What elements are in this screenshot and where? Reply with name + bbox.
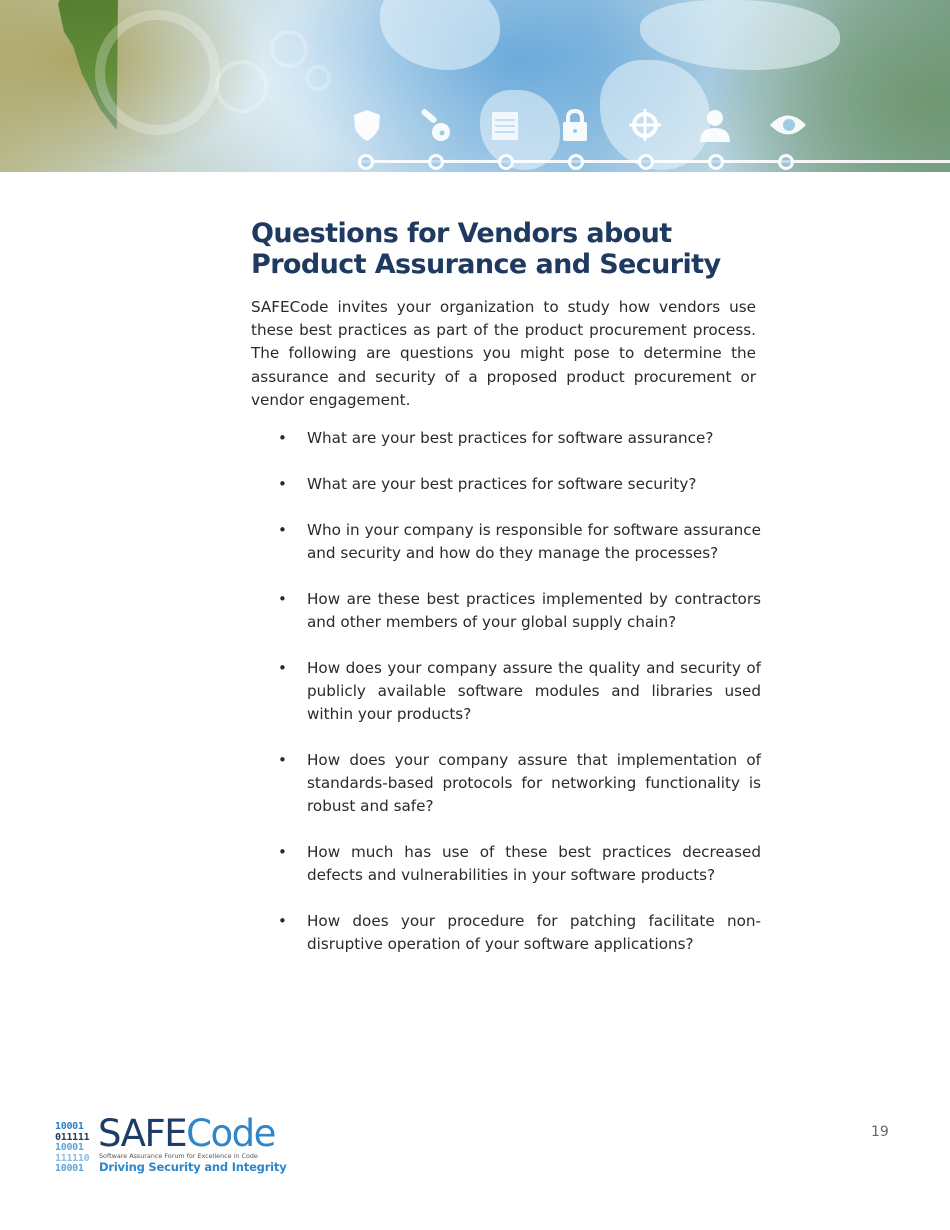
binary-row: 111110 <box>55 1152 90 1164</box>
arrow-circle-graphic <box>95 10 220 135</box>
bullet-icon: • <box>278 659 287 677</box>
world-map-graphic <box>640 0 840 70</box>
bullet-icon: • <box>278 429 287 447</box>
connector-node <box>778 154 794 170</box>
arrow-circle-graphic <box>270 30 308 68</box>
logo-safe: SAFE <box>98 1112 187 1155</box>
world-map-graphic <box>380 0 500 70</box>
connector-node <box>428 154 444 170</box>
list-item <box>276 519 761 565</box>
binary-row: 011111 <box>55 1131 90 1143</box>
list-item <box>276 749 761 818</box>
question-text: How does your company assure that implementation of standards-based protocols for networking functionality is robust and safe? <box>307 751 761 815</box>
bullet-icon: • <box>278 521 287 539</box>
binary-row: 10001 <box>55 1142 84 1153</box>
logo-wordmark <box>98 1114 275 1154</box>
question-text: What are your best practices for software security? <box>307 475 697 493</box>
logo-subtitle: Software Assurance Forum for Excellence in Code <box>99 1152 258 1160</box>
bullet-icon: • <box>278 590 287 608</box>
connector-node <box>358 154 374 170</box>
logo-tagline: Driving Security and Integrity <box>99 1160 287 1174</box>
target-icon <box>628 108 662 142</box>
eye-icon <box>768 108 808 142</box>
bullet-icon: • <box>278 475 287 493</box>
connector-node <box>638 154 654 170</box>
connector-node <box>568 154 584 170</box>
question-text: What are your best practices for software assurance? <box>307 429 714 447</box>
binary-row: 10001 <box>55 1163 84 1174</box>
header-banner-image <box>0 0 950 172</box>
question-list <box>276 427 761 979</box>
question-text: How does your procedure for patching facilitate non-disruptive operation of your software applications? <box>307 912 761 953</box>
document-icon <box>488 108 522 142</box>
list-item <box>276 910 761 956</box>
safecode-logo <box>55 1112 295 1178</box>
arrow-circle-graphic <box>305 65 331 91</box>
page-title: Questions for Vendors about Product Assurance and Security <box>251 218 721 280</box>
arrow-circle-graphic <box>215 60 268 113</box>
shield-icon <box>350 108 384 142</box>
user-icon <box>698 108 732 142</box>
list-item <box>276 427 761 450</box>
binary-logo-mark <box>55 1122 89 1175</box>
connector-line <box>358 160 950 163</box>
list-item <box>276 473 761 496</box>
list-item <box>276 588 761 634</box>
logo-code: Code <box>186 1112 275 1155</box>
question-text: Who in your company is responsible for software assurance and security and how do they manage the processes? <box>307 521 761 562</box>
question-text: How much has use of these best practices decreased defects and vulnerabilities in your software products? <box>307 843 761 884</box>
list-item <box>276 841 761 887</box>
lock-icon <box>558 108 592 142</box>
connector-node <box>708 154 724 170</box>
binary-row: 10001 <box>55 1121 84 1132</box>
security-icon-row <box>350 108 950 148</box>
bullet-icon: • <box>278 912 287 930</box>
connector-node <box>498 154 514 170</box>
bullet-icon: • <box>278 843 287 861</box>
list-item <box>276 657 761 726</box>
bullet-icon: • <box>278 751 287 769</box>
question-text: How does your company assure the quality and security of publicly available software modules and libraries used within your products? <box>307 659 761 723</box>
intro-paragraph: SAFECode invites your organization to study how vendors use these best practices as part of the product procurement process. The following are questions you might pose to determine the assurance and security of a proposed product procurement or vendor engagement. <box>251 298 756 409</box>
page-number: 19 <box>871 1124 889 1140</box>
key-icon <box>418 108 452 142</box>
question-text: How are these best practices implemented by contractors and other members of your global supply chain? <box>307 590 761 631</box>
